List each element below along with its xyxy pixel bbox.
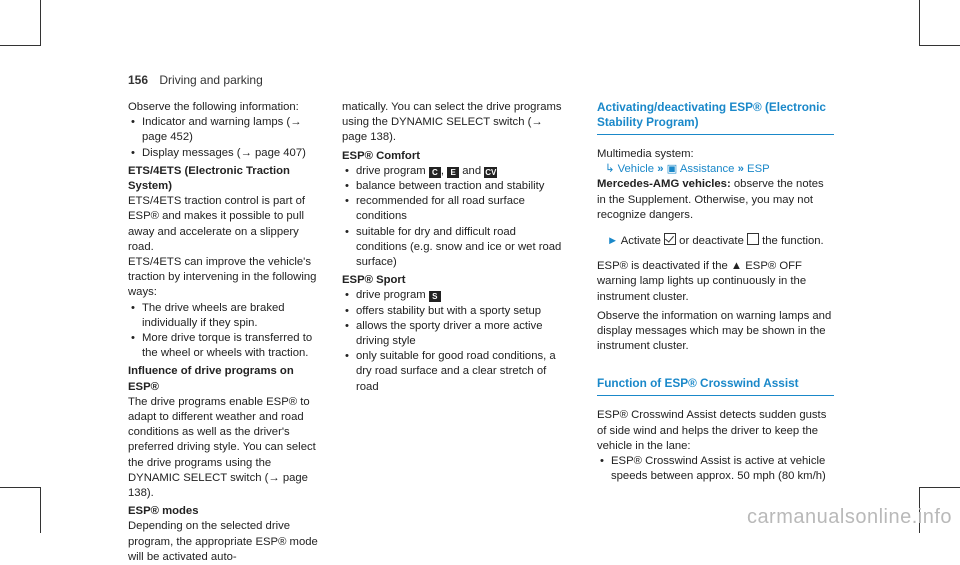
influence-paragraph: The drive programs enable ESP® to adapt to different weather and road conditions as well as the driver's preferred driving style. You can select the drive programs using the DYNAMIC SELECT switch (→ page 138).	[128, 395, 316, 500]
deactivated-paragraph	[597, 259, 834, 305]
watermark: carmanualsonline.info	[746, 506, 952, 528]
crop-mark	[920, 45, 960, 46]
ets-list	[128, 301, 320, 362]
function-label: the function.	[762, 235, 824, 248]
deactivated-prefix: ESP® is deactivated if the	[597, 260, 728, 273]
column-1	[128, 100, 320, 565]
checkbox-checked-icon	[664, 233, 676, 245]
crop-mark	[40, 487, 41, 533]
intro-list	[128, 115, 320, 161]
ets-paragraph: ETS/4ETS traction control is part of ESP® and makes it possible to pull away and accelerate on a slippery road.	[128, 195, 306, 253]
drive-program-c-icon: C	[429, 167, 441, 178]
list-item: • Indicator and warning lamps (→ page 452)	[128, 115, 320, 145]
path-esp: ESP	[747, 163, 770, 176]
crop-mark	[0, 487, 40, 488]
continuation-paragraph: matically. You can select the drive programs using the DYNAMIC SELECT switch (→ page 138).	[342, 101, 562, 144]
activate-label: Activate	[620, 235, 661, 248]
amg-label: Mercedes-AMG vehicles:	[597, 178, 731, 191]
crosswind-paragraph: ESP® Crosswind Assist detects sudden gusts of side wind and helps the driver to keep the vehicle in the lane:	[597, 409, 827, 452]
drive-program-e-icon: E	[447, 167, 459, 178]
page-header	[128, 73, 263, 87]
separator: ,	[440, 164, 444, 177]
list-item: • balance between traction and stability	[342, 179, 565, 194]
crop-mark	[920, 487, 960, 488]
amg-text: observe the notes in the Supplement. Otherwise, you may not recognize dangers.	[597, 178, 824, 221]
list-item: • only suitable for good road conditions, a dry road surface and a clear stretch of road	[342, 349, 565, 395]
chevron-right-icon: »	[737, 163, 744, 176]
ets-paragraph: ETS/4ETS can improve the vehicle's traction by intervening in the following ways:	[128, 256, 317, 299]
step-arrow-icon: ►	[607, 235, 619, 248]
deactivate-label: or deactivate	[679, 235, 744, 248]
intro-text: Observe the following information:	[128, 101, 299, 113]
comfort-heading: ESP® Comfort	[342, 149, 420, 162]
crop-mark	[40, 0, 41, 46]
chevron-right-icon: »	[657, 163, 664, 176]
section-title: Driving and parking	[159, 73, 263, 87]
ets-heading: ETS/4ETS (Electronic Traction System)	[128, 164, 290, 193]
list-item: • More drive torque is transferred to the wheel or wheels with traction.	[128, 331, 320, 361]
modes-paragraph: Depending on the selected drive program, the appropriate ESP® mode will be activated auto-	[128, 520, 318, 563]
crosswind-title: Function of ESP® Crosswind Assist	[597, 376, 799, 391]
car-assistance-icon: ▣	[666, 163, 678, 176]
path-vehicle: Vehicle	[617, 163, 655, 176]
section-rule	[597, 134, 834, 135]
influence-heading: Influence of drive programs on ESP®	[128, 365, 294, 393]
list-item: • suitable for dry and difficult road conditions (e.g. snow and ice or wet road surface)	[342, 225, 565, 271]
drive-program-s-icon: S	[429, 291, 441, 302]
path-assistance: Assistance	[679, 163, 735, 176]
observe-paragraph: Observe the information on warning lamps and display messages which may be shown in the instrument cluster.	[597, 309, 832, 353]
column-3	[597, 100, 834, 484]
list-item: • ESP® Crosswind Assist is active at vehicle speeds between approx. 50 mph (80 km/h)	[597, 454, 834, 484]
list-item: • The drive wheels are braked individually if they spin.	[128, 301, 320, 331]
page-number: 156	[128, 73, 149, 87]
and-label: and	[462, 164, 482, 177]
return-arrow-icon: ↳	[605, 163, 615, 176]
drive-program-label: drive program	[356, 164, 426, 177]
drive-program-label: drive program	[356, 289, 426, 302]
section-rule	[597, 395, 834, 396]
crosswind-list	[597, 454, 834, 484]
crop-mark	[0, 45, 40, 46]
checkbox-empty-icon	[747, 233, 759, 245]
column-2	[342, 100, 565, 395]
list-item: • allows the sporty driver a more active driving style	[342, 319, 565, 349]
activate-step	[597, 233, 834, 249]
multimedia-label: Multimedia system:	[597, 148, 694, 160]
menu-path	[597, 162, 834, 177]
deactivated-suffix: ESP® OFF warning lamp lights up continuously in the instrument cluster.	[597, 260, 807, 303]
list-item	[342, 288, 565, 303]
list-item	[342, 164, 565, 179]
activating-title: Activating/deactivating ESP® (Electronic Stability Program)	[597, 100, 826, 129]
crop-mark	[919, 0, 920, 46]
list-item: • offers stability but with a sporty setup	[342, 304, 565, 319]
amg-note	[597, 177, 834, 223]
list-item: • recommended for all road surface conditions	[342, 194, 565, 224]
esp-off-warning-icon: ▲	[730, 260, 743, 273]
modes-heading: ESP® modes	[128, 505, 199, 518]
sport-heading: ESP® Sport	[342, 274, 406, 287]
drive-program-cv-icon: CV	[485, 167, 497, 177]
comfort-list	[342, 164, 565, 270]
sport-list	[342, 288, 565, 394]
list-item: • Display messages (→ page 407)	[128, 146, 320, 161]
